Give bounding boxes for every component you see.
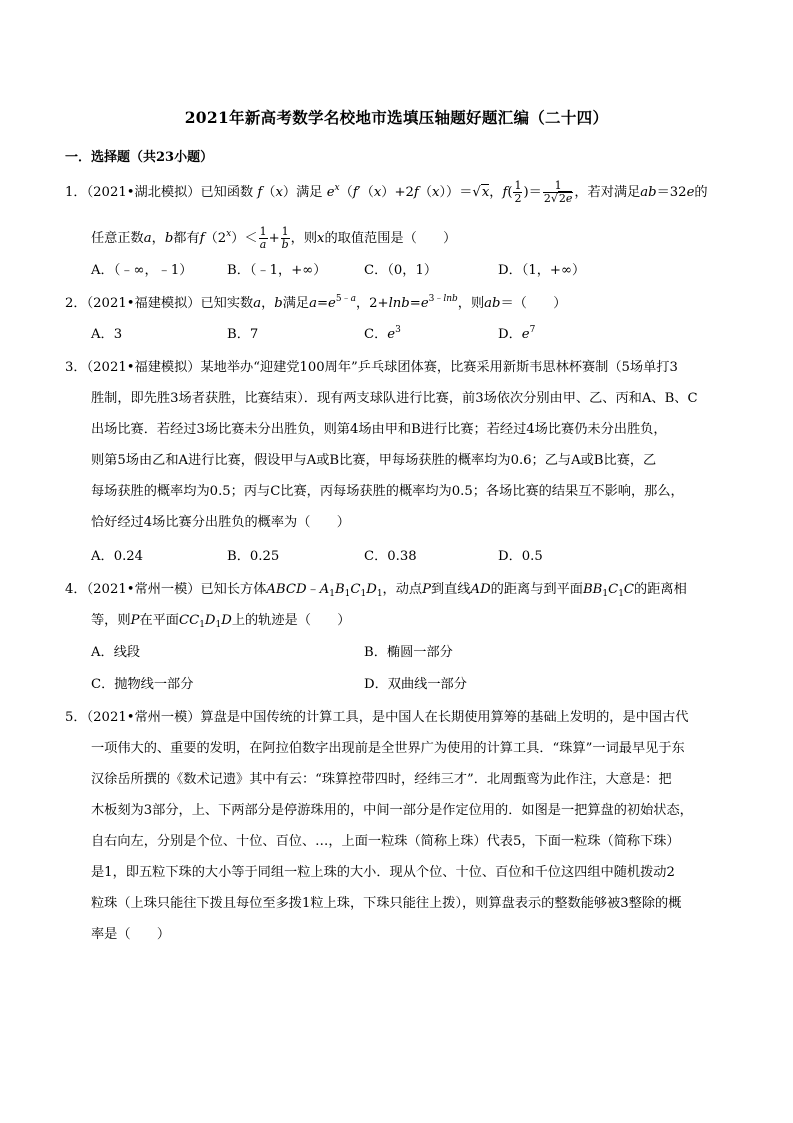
option-1a: A．（﹣∞，﹣1）: [91, 263, 193, 278]
question-number: 4．: [65, 582, 87, 597]
question-3-line-6: 恰好经过4场比赛分出胜负的概率为（ ）: [91, 515, 350, 530]
question-number: 5．: [65, 710, 87, 725]
question-2-line-1: 2．（2021•福建模拟）已知实数a，b满足$a=e^{5﹣a}$，$2+\ln b=e^{3﹣lnb}$，则ab＝（ ）: [65, 294, 567, 311]
section-heading: 一．选择题（共23小题）: [65, 150, 214, 165]
question-source: （2021•福建模拟）: [86, 360, 201, 375]
option-2c: C．$e^3$: [364, 325, 401, 342]
question-5-line-7: 粒珠（上珠只能往下拨且每位至多拨1粒上珠，下珠只能往上拨），则算盘表示的整数能够被3整除的概: [91, 896, 682, 911]
question-5-line-5: 自右向左，分别是个位、十位、百位、…，上面一粒珠（简称上珠）代表5，下面一粒珠（简称下珠）: [91, 834, 680, 849]
option-2b: B．7: [227, 327, 259, 342]
question-5-line-3: 汉徐岳所撰的《数术记遗》其中有云：“珠算控带四时，经纬三才”．北周甄鸾为此作注，大意是：把: [91, 772, 672, 787]
option-3a: A．0.24: [91, 549, 144, 564]
question-number: 2．: [65, 296, 87, 311]
question-3-line-4: 则第5场由乙和A进行比赛，假设甲与A或B比赛，甲每场获胜的概率均为0.6；乙与A或B比赛，乙: [91, 453, 657, 468]
option-1c: C．（0，1）: [364, 263, 438, 278]
question-1-line-1: 1．（2021•湖北模拟）已知函数 f（x）满足 $e^x(f'(x)+2f(x))=√x$，f( $\frac{1}{2}$ )＝ $\frac{1}{2√2e}$ ，若对满足ab＝32e的: [65, 179, 708, 205]
question-number: 3．: [65, 360, 87, 375]
question-3-line-3: 出场比赛．若经过3场比赛未分出胜负，则第4场由甲和B进行比赛；若经过4场比赛仍未分出胜负，: [91, 422, 667, 437]
option-4a: A．线段: [91, 645, 141, 660]
option-2a: A．3: [91, 327, 123, 342]
question-3-line-5: 每场获胜的概率均为0.5；丙与C比赛，丙每场获胜的概率均为0.5；各场比赛的结果互不影响，那么，: [91, 484, 684, 499]
question-5-line-4: 木板刻为3部分，上、下两部分是停游珠用的，中间一部分是作定位用的．如图是一把算盘的初始状态，: [91, 803, 693, 818]
question-5-line-8: 率是（ ）: [91, 927, 171, 942]
question-5-line-1: 5．（2021•常州一模）算盘是中国传统的计算工具，是中国人在长期使用算筹的基础上发明的，是中国古代: [65, 710, 689, 725]
question-source: （2021•常州一模）: [86, 710, 201, 725]
question-1-line-2: 任意正数a，b都有$f(2^x)<$ $\frac{1}{a}$ + $\frac{1}{b}$ ，则x的取值范围是（ ）: [91, 225, 457, 251]
question-5-line-2: 一项伟大的、重要的发明，在阿拉伯数字出现前是全世界广为使用的计算工具．“珠算”一词最早见于东: [91, 741, 685, 756]
page-title: 2021年新高考数学名校地市选填压轴题好题汇编（二十四）: [184, 108, 609, 127]
option-4b: B．椭圆一部分: [364, 645, 453, 660]
option-4c: C．抛物线一部分: [91, 677, 194, 692]
option-1b: B．（﹣1，+∞）: [227, 263, 327, 278]
option-4d: D．双曲线一部分: [364, 677, 467, 692]
question-5-line-6: 是1，即五粒下珠的大小等于同组一粒上珠的大小．现从个位、十位、百位和千位这四组中随机拨动2: [91, 865, 675, 880]
question-source: （2021•福建模拟）: [86, 296, 201, 311]
option-3c: C．0.38: [364, 549, 417, 564]
question-4-line-1: 4．（2021•常州一模）已知长方体$ABCD﹣A_1B_1C_1D_1$，动点P到直线AD的距离与到平面$BB_1C_1C$的距离相: [65, 582, 687, 599]
option-2d: D．$e^7$: [498, 325, 536, 342]
question-number: 1．: [65, 185, 87, 200]
option-3d: D．0.5: [498, 549, 543, 564]
option-3b: B．0.25: [227, 549, 280, 564]
question-3-line-1: 3．（2021•福建模拟）某地举办“迎建党100周年”乒乓球团体赛，比赛采用新斯韦思林杯赛制（5场单打3: [65, 360, 678, 375]
question-4-line-2: 等，则P在平面$CC_1D_1D$上的轨迹是（ ）: [91, 613, 351, 630]
option-1d: D．（1，+∞）: [498, 263, 586, 278]
question-3-line-2: 胜制，即先胜3场者获胜，比赛结束）．现有两支球队进行比赛，前3场依次分别由甲、乙、丙和A、B、C: [91, 391, 698, 406]
question-source: （2021•湖北模拟）: [86, 185, 201, 200]
question-source: （2021•常州一模）: [86, 582, 201, 597]
